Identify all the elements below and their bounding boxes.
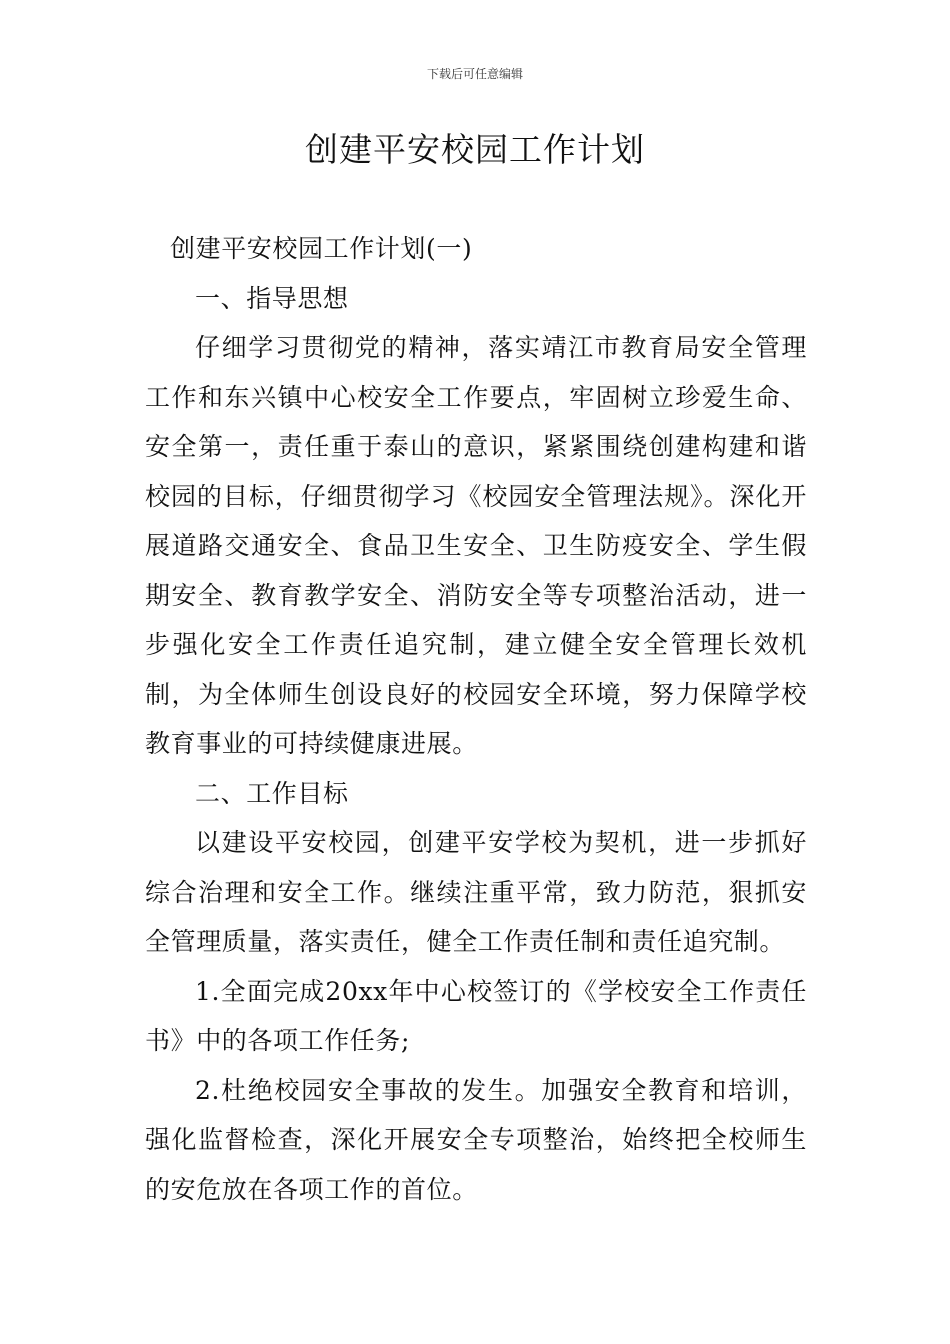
document-title: 创建平安校园工作计划: [305, 130, 645, 169]
section-subtitle: 创建平安校园工作计划(一): [170, 234, 473, 263]
section-heading-work-goals: 二、工作目标: [195, 778, 349, 808]
list-item-goal-1: 1.全面完成20xx年中心校签订的《学校安全工作责任书》中的各项工作任务;: [145, 976, 807, 1055]
paragraph-guiding-ideology: 仔细学习贯彻党的精神，落实靖江市教育局安全管理工作和东兴镇中心校安全工作要点，牢固树立珍爱生命、安全第一，责任重于泰山的意识，紧紧围绕创建构建和谐校园的目标，仔细贯彻学习《校园安全管理法规》。深化开展道路交通安全、食品卫生安全、卫生防疫安全、学生假期安全、教育教学安全、消防安全等专项整治活动，进一步强化安全工作责任追究制，建立健全安全管理长效机制，为全体师生创设良好的校园安全环境，努力保障学校教育事业的可持续健康进展。: [145, 333, 807, 758]
list-item-goal-2: 2.杜绝校园安全事故的发生。加强安全教育和培训，强化监督检查，深化开展安全专项整治，始终把全校师生的安危放在各项工作的首位。: [145, 1075, 807, 1204]
document-body: [145, 224, 807, 1214]
header-note: 下载后可任意编辑: [426, 67, 523, 81]
section-heading-guiding-ideology: 一、指导思想: [195, 283, 349, 313]
paragraph-work-goals: 以建设平安校园，创建平安学校为契机，进一步抓好综合治理和安全工作。继续注重平常，致力防范，狠抓安全管理质量，落实责任，健全工作责任制和责任追究制。: [145, 828, 807, 956]
